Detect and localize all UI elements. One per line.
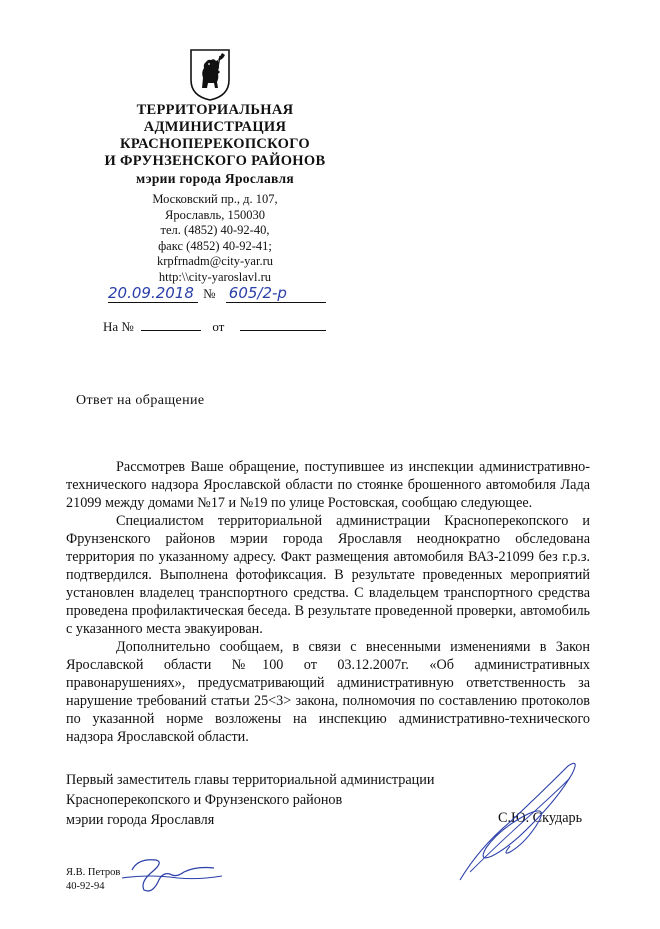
number-underline — [226, 302, 326, 303]
position-line: Первый заместитель главы территориальной администрации — [66, 772, 435, 788]
position-line: мэрии города Ярославля — [66, 812, 215, 828]
city-line: Ярославль, 150030 — [165, 207, 265, 222]
org-line: ТЕРРИТОРИАЛЬНАЯ — [136, 102, 294, 118]
body-paragraph: Дополнительно сообщаем, в связи с внесенными изменениями в Закон Ярославской области №100 от 03.12.2007г. «Об административных правонарушениях», предусматривающий административную ответственность за нарушение требований статьи 25<3> закона, полномочия по составлению протоколов по указанной норме возложены на инспекцию административно-технического надзора Ярославской области. — [66, 639, 590, 745]
contact-block — [110, 192, 320, 285]
org-line: И ФРУНЗЕНСКОГО РАЙОНОВ — [104, 153, 326, 169]
body-paragraph: Рассмотрев Ваше обращение, поступившее из инспекции административно-технического надзора Ярославской области по стоянке брошенного автомобиля Лада 21099 между домами №17 и №19 по улице Ростовская, сообщаю следующее. — [66, 459, 590, 511]
phone-line: тел. (4852) 40-92-40, — [160, 223, 270, 237]
handwritten-signature — [440, 752, 590, 892]
number-label: № — [203, 286, 216, 301]
website-line: http:\\city-yaroslavl.ru — [158, 269, 272, 284]
organization-name — [70, 102, 360, 187]
incoming-number-blank — [141, 318, 201, 331]
executor-signature — [118, 848, 228, 898]
coat-of-arms-icon — [189, 48, 231, 102]
org-line: КРАСНОПЕРЕКОПСКОГО — [120, 136, 310, 152]
handwritten-date: 20.09.2018 — [108, 284, 194, 302]
signer-name: С.Ю. Скударь — [498, 810, 583, 826]
email-line: krpfrnadm@city-yar.ru — [157, 254, 273, 268]
executor-name: Я.В. Петров — [66, 867, 121, 878]
executor-block — [66, 866, 120, 894]
org-line: АДМИНИСТРАЦИЯ — [143, 119, 287, 135]
fax-line: факс (4852) 40-92-41; — [158, 238, 272, 253]
position-line: Красноперекопского и Фрунзенского районов — [66, 792, 343, 808]
handwritten-number: 605/2-р — [228, 284, 287, 302]
incoming-reference — [103, 318, 326, 335]
letter-subject: Ответ на обращение — [76, 393, 205, 408]
org-line: мэрии города Ярославля — [136, 171, 294, 186]
incoming-number-label: На № — [103, 319, 134, 334]
letter-body — [66, 458, 590, 746]
body-paragraph: Специалистом территориальной администрации Красноперекопского и Фрунзенского районов мэрии города Ярославля неоднократно обследована территория по указанному адресу. Факт размещения автомобиля ВАЗ-21099 без г.р.з. подтвердился. Выполнена фотофиксация. В результате проведенных мероприятий установлен владелец транспортного средства. С владельцем транспортного средства проведена профилактическая беседа. В результате проведенной проверки, автомобиль с указанного места эвакуирован. — [66, 513, 590, 637]
incoming-date-blank — [240, 318, 326, 331]
outgoing-reference — [108, 284, 287, 302]
incoming-from-label: от — [212, 319, 225, 334]
date-underline — [108, 302, 198, 303]
address-line: Московский пр., д. 107, — [152, 192, 278, 206]
signatory-position — [66, 770, 434, 830]
executor-phone: 40-92-94 — [66, 881, 105, 892]
